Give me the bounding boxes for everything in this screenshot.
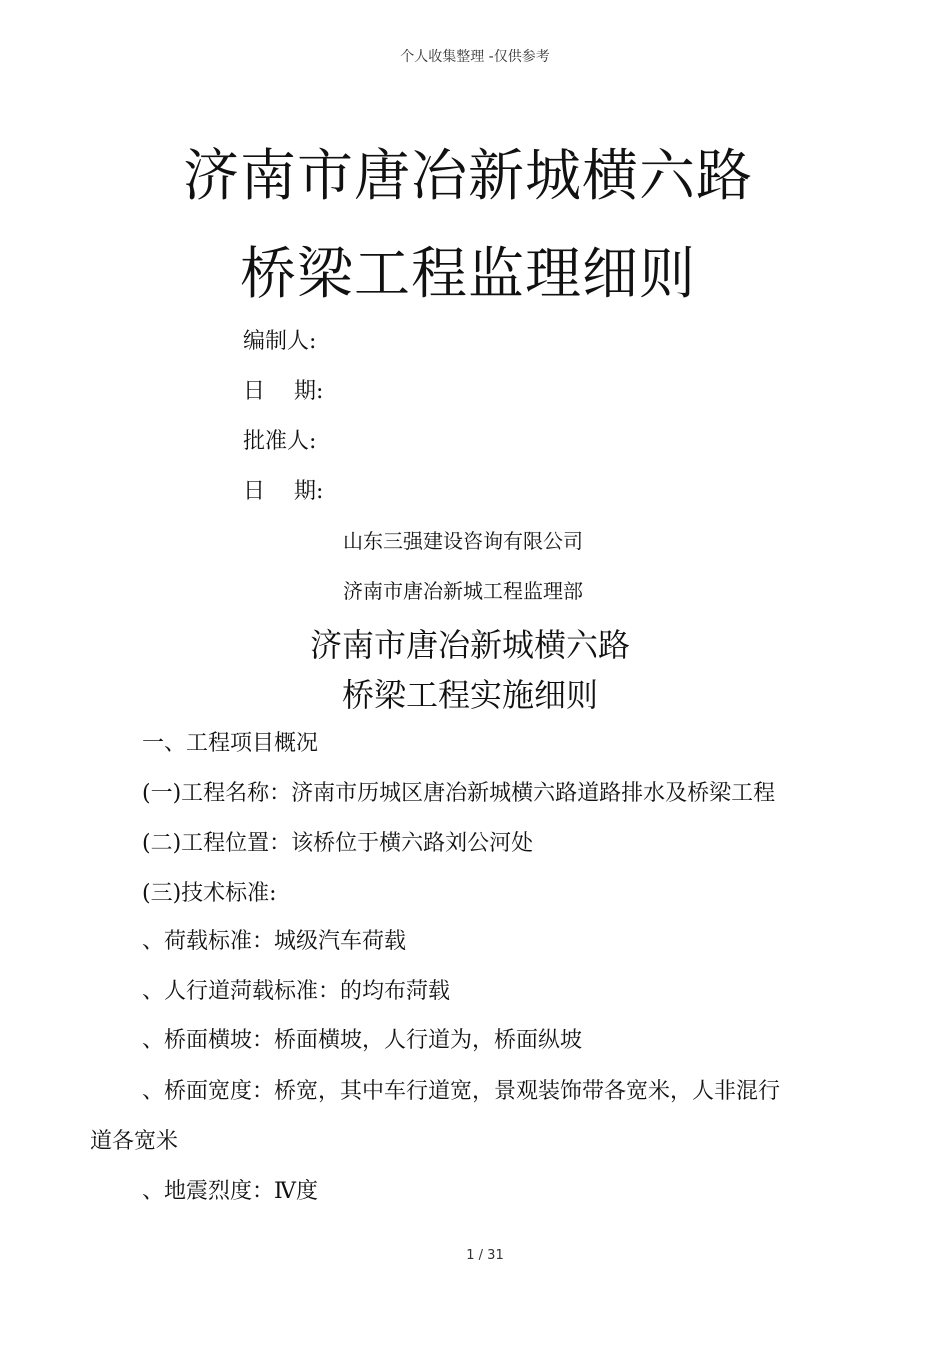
section-title-line1: 济南市唐冶新城横六路 (309, 626, 630, 664)
page-number: 1 / 31 (466, 1248, 504, 1263)
project-location-line: (二)工程位置：该桥位于横六路刘公河处 (142, 831, 534, 856)
section-heading: 一、工程项目概况 (142, 731, 319, 756)
seismic-intensity-line: 、地震烈度：Ⅳ度 (142, 1179, 318, 1204)
section-title-line2: 桥梁工程实施细则 (341, 676, 598, 714)
technical-standard-line: (三)技术标准: (142, 881, 277, 906)
department-name: 济南市唐冶新城工程监理部 (343, 579, 583, 603)
project-name-line: (一)工程名称：济南市历城区唐冶新城横六路道路排水及桥梁工程 (142, 781, 776, 806)
deck-slope-line: 、桥面横坡：桥面横坡，人行道为，桥面纵坡 (142, 1028, 583, 1053)
company-name: 山东三强建设咨询有限公司 (343, 529, 583, 553)
cover-title-line1: 济南市唐冶新城横六路 (183, 144, 753, 209)
deck-width-continuation: 道各宽米 (90, 1129, 179, 1154)
date-field-label: 日 期: (243, 379, 324, 404)
cover-title-line2: 桥梁工程监理细则 (240, 242, 696, 307)
page-header-note: 个人收集整理 -仅供参考 (400, 49, 550, 65)
approval-date-field-label: 日 期: (243, 479, 324, 504)
pedestrian-load-line: 、人行道菏载标准：的均布菏载 (142, 979, 451, 1004)
approver-field-label: 批准人: (243, 429, 317, 454)
load-standard-line: 、荷载标准：城级汽车荷载 (142, 929, 407, 954)
deck-width-line: 、桥面宽度：桥宽，其中车行道宽，景观装饰带各宽米，人非混行 (142, 1079, 781, 1104)
editor-field-label: 编制人: (243, 329, 317, 354)
